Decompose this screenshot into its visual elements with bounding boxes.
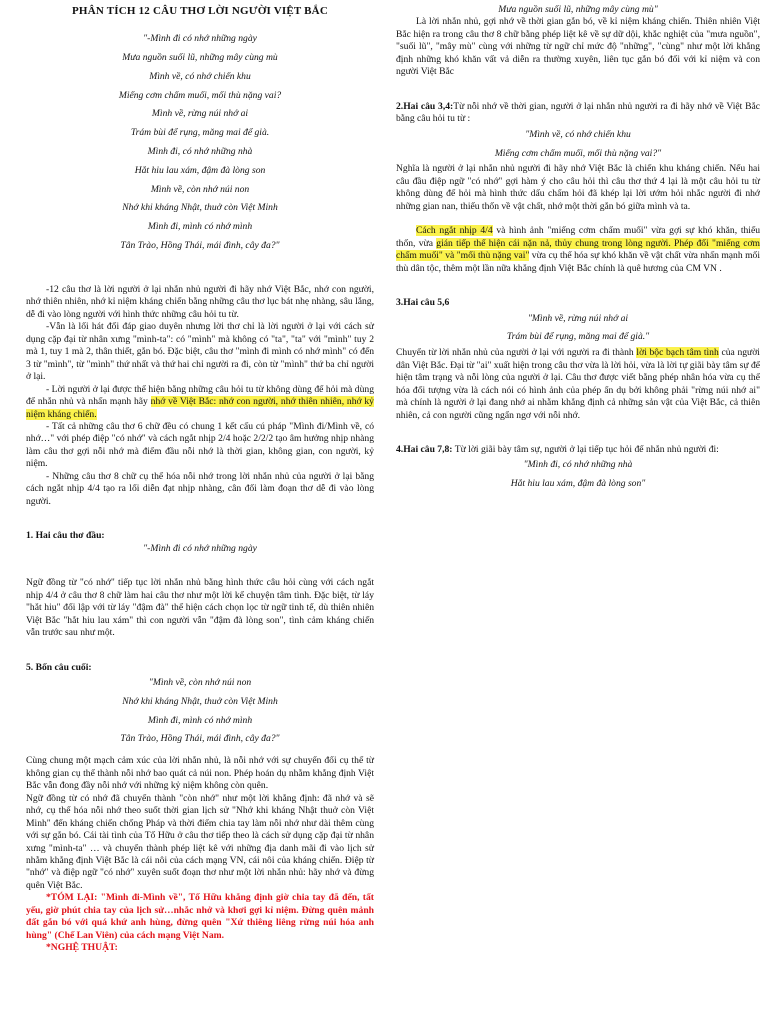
section-poem bbox=[396, 456, 760, 494]
continued-quote: Mưa nguồn suối lũ, những mây cùng mù" bbox=[498, 4, 658, 15]
main-poem bbox=[26, 30, 374, 256]
left-column bbox=[26, 0, 374, 955]
intro-paragraph: - Lời người ở lại được thể hiện bằng những câu hỏi tu từ không dùng để hỏi mà dùng để nhắn nhủ và nhấn mạnh hãy nhớ về Việt Bắc: nhớ con người, nhớ thiên nhiên, nhớ kỷ niệm kháng chiến. bbox=[26, 383, 374, 420]
poem-line: Mình về, có nhớ chiến khu bbox=[149, 70, 251, 82]
poem-line: Tân Trào, Hồng Thái, mái đình, cây đa?" bbox=[120, 240, 280, 252]
section-poem bbox=[396, 310, 760, 348]
poem-line: Mình về, rừng núi nhớ ai bbox=[151, 108, 249, 120]
highlighted-text: nhớ về Việt Bắc: nhớ con người, nhớ thiên nhiên, nhớ kỷ niệm kháng chiến. bbox=[26, 396, 374, 420]
poem-line: Mình đi, có nhớ những nhà bbox=[147, 146, 253, 158]
poem-line: "Mình về, còn nhớ núi non bbox=[148, 677, 252, 689]
intro-paragraph: -12 câu thơ là lời người ở lại nhắn nhủ người đi hãy nhớ Việt Bắc, nhớ con người, nhớ thiên nhiên, nhớ kỉ niệm kháng chiến bằng những câu thơ lục bát nhẹ nhàng, sâu lắng, dễ đi vào lòng người với hình thức những câu hỏi tu từ. bbox=[26, 283, 374, 320]
section-heading: 1. Hai câu thơ đầu: bbox=[26, 530, 105, 542]
poem-line: "Mình về, rừng núi nhớ ai bbox=[527, 312, 629, 324]
section-heading: 2.Hai câu 3,4: bbox=[396, 100, 454, 112]
poem-line: Trám bùi để rụng, măng mai để già. bbox=[130, 127, 270, 139]
section-heading: 3.Hai câu 5,6 bbox=[396, 297, 450, 309]
section-body: Cùng chung một mạch cảm xúc của lời nhắn nhủ, là nỗi nhớ với sự chuyển đổi cụ thể từ không gian cụ thể thành nỗi nhớ bao quát cả núi non. Phép hoán dụ nhằm khẳng định Việt Bắc vẫn đong đầy nỗi nhớ với những kỷ niệm không còn quên. bbox=[26, 755, 374, 792]
highlighted-text: gián tiếp thể hiện cái nặn nả, thủy chung trong lòng người. Phép đối "miếng cơm chấm muối" và "mối thù nặng vai" bbox=[396, 237, 760, 262]
poem-line: Nhớ khi kháng Nhật, thuở còn Việt Minh bbox=[122, 202, 278, 214]
poem-line: Hắt hiu lau xám, đậm đà lòng son" bbox=[510, 478, 646, 490]
poem-line: "Mình đi, có nhớ những nhà bbox=[523, 459, 633, 471]
section-body: Ngữ đồng từ "có nhớ" tiếp tục lời nhắn nhủ bằng hình thức câu hỏi cùng với cách ngắt nhịp 4/4 ở câu thơ 8 chữ làm hai câu thơ như một lời kể chuyện tâm tình. Đặc biệt, từ láy "hắt hiu" đối lập với từ láy "đậm đà" thể hiện cách chọn lọc từ ngữ tinh tế, dù thiên nhiên Việt Bắc "hắt hiu lau xám" thì con người vẫn "đậm đà lòng son", tình cảm kháng chiến vẫn trước sau như một. bbox=[26, 577, 374, 639]
right-column bbox=[396, 0, 760, 494]
section-body: Chuyển từ lời nhắn nhủ của người ở lại với người ra đi thành lời bộc bạch tâm tình của người dân Việt Bắc. Đại từ "ai" xuất hiện trong câu thơ vừa là lời hỏi, vừa là lời tự giãi bày tâm sự để hiện tâm trạng và nỗi lòng của người ở lại. Câu thơ được viết bằng phép nhân hóa vừa cụ thể hóa đối tượng vừa là cách nói có hình ảnh của phép ẩn dụ bởi không phải "rừng núi nhớ ai" mà chính là người ở lại đang nhớ ai nhằm khẳng định cả những sản vật của Việt Bắc, cả thiên nhiên, cả con người cũng ngẩn ngơ với nỗi nhớ. bbox=[396, 347, 761, 421]
poem-line: Miếng cơm chấm muối, mối thù nặng vai?" bbox=[494, 147, 662, 159]
poem-line: Hắt hiu lau xám, đậm đà lòng son bbox=[134, 164, 266, 176]
section-body: Cách ngắt nhịp 4/4 và hình ảnh "miếng cơm chấm muối" vừa gợi sự khó khăn, thiếu thốn, vừa gián tiếp thể hiện cái nặn nả, thủy chung trong lòng người. Phép đối "miếng cơm chấm muối" và "mối thù nặng vai" vừa cụ thể hóa sự khó khăn về vật chất vừa nhấn mạnh mối thù dân tộc, thêm một lần nữa khẳng định Việt Bắc chính là quê hương của CM VN . bbox=[396, 225, 760, 274]
poem-line: Mình đi, mình có nhớ mình bbox=[147, 221, 253, 233]
poem-line: Mưa nguồn suối lũ, những mây cùng mù bbox=[122, 52, 278, 64]
section-body: Là lời nhắn nhủ, gợi nhớ về thời gian gắn bó, về kỉ niệm kháng chiến. Thiên nhiên Việt Bắc hiện ra trong câu thơ 8 chữ bằng phép liệt kê về sự dữ dội, khắc nghiệt của "mưa nguồn", "suối lũ", "mây mù" cùng với những từ ngữ chỉ mức độ "những", "cùng" như một lời khẳng định những khó khăn vất vả diễn ra thường xuyên, liên tục gắn bó đối với kỉ niệm và con người Việt Bắc bbox=[396, 16, 760, 78]
conclusion-text: *TÓM LẠI: "Mình đi-Mình về", Tố Hữu khẳng định giờ chia tay đã đến, tất yếu, giờ phút chia tay của lịch sử…nhắc nhở và khơi gợi kỉ niệm. Đừng quên mảnh đất gắn bó với quá khứ anh hùng, đừng quên "Xứ thiêng liêng rừng núi hóa anh hùng" (Chế Lan Viên) của cách mạng Việt Nam. bbox=[26, 892, 374, 941]
intro-paragraph: - Những câu thơ 8 chữ cụ thể hóa nỗi nhớ trong lời nhắn nhủ của người ở lại bằng cách ngắt nhịp 4/4 tạo ra lối diễn đạt nhịp nhàng, cân đối làm đoạn thơ dễ đi vào lòng người. bbox=[26, 470, 374, 507]
highlighted-text: Cách ngắt nhịp 4/4 bbox=[416, 225, 493, 237]
highlighted-text: lời bộc bạch tâm tình bbox=[636, 347, 719, 359]
section-intro: 4.Hai câu 7,8: Từ lời giãi bày tâm sự, người ở lại tiếp tục hỏi để nhắn nhủ người đi: bbox=[396, 443, 719, 455]
intro-paragraph: - Tất cả những câu thơ 6 chữ đều có chung 1 kết cấu cú pháp "Mình đi/Mình về, có nhớ…" với phép điệp "có nhớ" và cách ngắt nhịp 2/4 hoặc 2/2/2 tạo âm hưởng nhịp nhàng làm câu thơ gợi nỗi nhớ mà điểm đầu nỗi nhớ là thời gian, không gian, con người, kỷ niệm. bbox=[26, 421, 374, 470]
section-heading: 5. Bốn câu cuối: bbox=[26, 661, 92, 673]
section-intro: 2.Hai câu 3,4:Từ nỗi nhớ về thời gian, người ở lại nhắn nhủ người ra đi hãy nhớ về Việt Bắc bằng câu hỏi tu từ : bbox=[396, 100, 760, 125]
intro-paragraph: -Vẫn là lối hát đối đáp giao duyên nhưng lời thơ chỉ là lời người ở lại với cách sử dụng cặp đại từ nhân xưng "mình-ta": có "mình" mà không có "ta", "ta" với "mình" tuy 2 mà 1, tuy 1 mà 2, thân thiết, gắn bó. Đặc biệt, câu thơ "mình đi mình có nhớ mình" có đến 3 từ "mình", từ "mình" thứ nhất và thứ hai chỉ người ra đi, còn từ "mình" thứ ba chỉ người ở lại. bbox=[26, 321, 374, 383]
section-poem bbox=[396, 126, 760, 164]
poem-line: "Mình về, có nhớ chiến khu bbox=[525, 128, 631, 140]
poem-line: Mình đi, mình có nhớ mình bbox=[147, 714, 253, 726]
poem-line: "-Mình đi có nhớ những ngày bbox=[143, 33, 257, 45]
section-quote: "-Mình đi có nhớ những ngày bbox=[143, 542, 257, 554]
section-body: Nghĩa là người ở lại nhắn nhủ người đi hãy nhớ Việt Bắc là chiến khu kháng chiến. Nếu hai câu đầu điệp ngữ "có nhớ" gợi hàm ý cho câu hỏi thì câu thơ thứ 4 lại là một câu hỏi tu từ không dùng để hỏi mà hình thức dấu chấm hỏi đã khép lại lời ướm hỏi nhắc người đi nhớ những gian nan, thiếu thốn về vật chất, nhớ một thời gắn bó giữa mình và ta. bbox=[396, 163, 760, 212]
poem-line: Miếng cơm chấm muối, mối thù nặng vai? bbox=[118, 89, 282, 101]
art-heading: *NGHỆ THUẬT: bbox=[46, 942, 118, 954]
section-poem bbox=[26, 674, 374, 749]
section-heading: 4.Hai câu 7,8: bbox=[396, 443, 453, 455]
poem-line: Mình về, còn nhớ núi non bbox=[150, 183, 250, 195]
section-body: Ngữ đồng từ có nhớ đã chuyển thành "còn nhớ" như một lời khẳng định: đã nhớ và sẽ nhớ, cụ thể hóa nỗi nhớ theo suốt thời gian lịch sử "Nhớ khi kháng Nhật thuở còn Việt Minh" đến kháng chiến chống Pháp và thời điểm chia tay làm nỗi nhớ như dài thêm cùng với sự gắn bó. Cái tài tình của Tố Hữu ở câu thơ tiếp theo là cách sử dụng cặp đại từ nhân xưng "mình-ta" … và chuyển thành phép liệt kê với những địa danh mãi đi vào lịch sử nhằm khẳng định Việt Bắc là cái nôi của cách mạng VN, cái nôi của kháng chiến. Điệp từ "nhớ" và điệp ngữ "có nhớ" xuyên suốt đoạn thơ như một lời nhắn nhủ: hãy nhớ và đừng quên Việt Bắc. bbox=[26, 792, 374, 891]
poem-line: Trám bùi để rụng, măng mai để già." bbox=[506, 331, 650, 343]
document-title: PHÂN TÍCH 12 CÂU THƠ LỜI NGƯỜI VIỆT BẮC bbox=[72, 5, 328, 17]
poem-line: Nhớ khi kháng Nhật, thuở còn Việt Minh bbox=[122, 695, 278, 707]
poem-line: Tân Trào, Hồng Thái, mái đình, cây đa?" bbox=[120, 733, 280, 745]
